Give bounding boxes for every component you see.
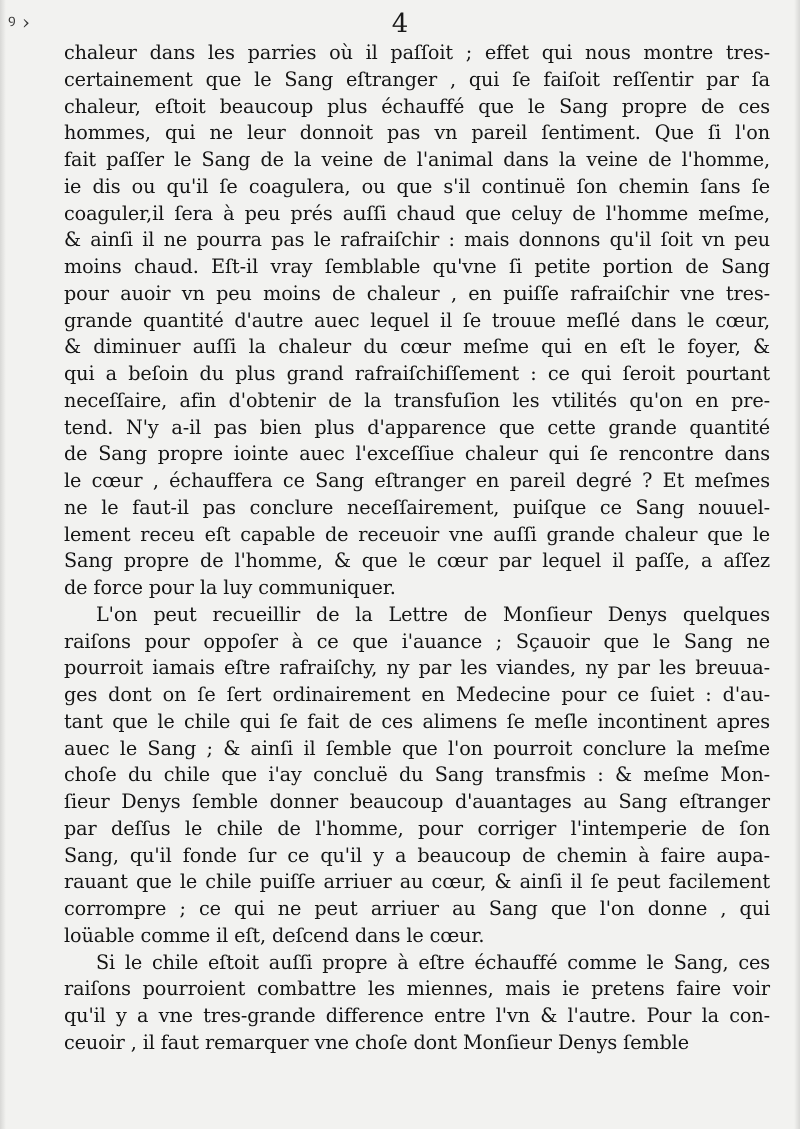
- text-line: certainement que le Sang eſtranger , qui ſe faiſoit reſſentir par ſa: [64, 67, 770, 91]
- paragraph-1: [64, 40, 770, 602]
- text-line: grande quantité d'autre auec lequel il ſe trouue meſlé dans le cœur,: [64, 308, 770, 332]
- text-line: rauant que le chile puiſſe arriuer au cœur, & ainſi il ſe peut facilement: [64, 870, 770, 894]
- text-line: & ainſi il ne pourra pas le rafraiſchir : mais donnons qu'il ſoit vn peu: [64, 228, 770, 252]
- text-line: Sang, qu'il fonde ſur ce qu'il y a beaucoup de chemin à faire aupa-: [64, 843, 770, 867]
- text-line: L'on peut recueillir de la Lettre de Monſieur Denys quelques: [96, 602, 770, 626]
- text-line: ceuoir , il faut remarquer vne choſe dont Monſieur Denys ſemble: [64, 1030, 689, 1054]
- text-line: loüable comme il eſt, deſcend dans le cœur.: [64, 923, 485, 947]
- body-text: [64, 40, 770, 1057]
- text-line: qu'il y a vne tres-grande difference entre l'vn & l'autre. Pour la con-: [64, 1004, 770, 1027]
- text-line: ſieur Denys ſemble donner beaucoup d'auantages au Sang eſtranger: [64, 790, 770, 813]
- text-line: pourroit iamais eſtre rafraiſchy, ny par les viandes, ny par les breuua-: [64, 656, 770, 680]
- margin-mark: ꝰ ›: [8, 10, 30, 34]
- paragraph-3: [64, 950, 770, 1057]
- page-edge-right: [794, 0, 800, 1129]
- text-line: hommes, qui ne leur donnoit pas vn pareil ſentiment. Que ſi l'on: [64, 121, 770, 145]
- text-line: chaleur dans les parries où il paſſoit ; effet qui nous montre tres-: [64, 41, 770, 64]
- text-line: tant que le chile qui ſe fait de ces alimens ſe meſle incontinent apres: [64, 709, 770, 733]
- text-line: qui a beſoin du plus grand rafraiſchiſſement : ce qui ſeroit pourtant: [64, 362, 770, 385]
- text-line: tend. N'y a-il pas bien plus d'apparence que cette grande quantité: [64, 415, 770, 439]
- text-line: neceſſaire, afin d'obtenir de la transfuſion les vtilités qu'on en pre-: [64, 388, 770, 412]
- text-line: le cœur , échauffera ce Sang eſtranger en pareil degré ? Et meſmes: [64, 469, 770, 492]
- text-line: raiſons pourroient combattre les miennes, mais ie pretens faire voir: [64, 977, 770, 1001]
- text-line: & diminuer auſſi la chaleur du cœur meſme qui en eſt le foyer, &: [64, 335, 770, 359]
- page-number: 4: [391, 9, 409, 39]
- text-line: coaguler,il ſera à peu prés auſſi chaud que celuy de l'homme meſme,: [64, 201, 770, 225]
- text-line: de force pour la luy communiquer.: [64, 576, 396, 599]
- text-line: Si le chile eſtoit auſſi propre à eſtre échauffé comme le Sang, ces: [96, 950, 770, 974]
- text-line: lement receu eſt capable de receuoir vne auſſi grande chaleur que le: [64, 522, 770, 546]
- text-line: ie dis ou qu'il ſe coagulera, ou que s'il continuë ſon chemin ſans ſe: [64, 174, 770, 198]
- text-line: corrompre ; ce qui ne peut arriuer au Sang que l'on donne , qui: [64, 897, 770, 920]
- text-line: raiſons pour oppoſer à ce que i'auance ; Sçauoir que le Sang ne: [64, 629, 770, 653]
- page-edge-left: [0, 0, 6, 1129]
- paragraph-2: [64, 602, 770, 950]
- text-line: ne le faut-il pas conclure neceſſairement, puiſque ce Sang nouuel-: [64, 495, 770, 519]
- text-line: choſe du chile que i'ay concluë du Sang transfmis : & meſme Mon-: [64, 763, 770, 787]
- text-line: chaleur, eſtoit beaucoup plus échauffé que le Sang propre de ces: [64, 94, 770, 118]
- text-line: de Sang propre iointe auec l'exceſſiue chaleur qui ſe rencontre dans: [64, 442, 770, 466]
- text-line: Sang propre de l'homme, & que le cœur par lequel il paſſe, a aſſez: [64, 549, 770, 573]
- text-line: par deſſus le chile de l'homme, pour corriger l'intemperie de ſon: [64, 816, 770, 840]
- text-line: auec le Sang ; & ainſi il ſemble que l'on pourroit conclure la meſme: [64, 736, 770, 760]
- text-line: ges dont on ſe ſert ordinairement en Medecine pour ce ſuiet : d'au-: [64, 683, 770, 706]
- text-line: moins chaud. Eſt-il vray ſemblable qu'vne ſi petite portion de Sang: [64, 255, 770, 278]
- text-line: pour auoir vn peu moins de chaleur , en puiſſe rafraiſchir vne tres-: [64, 281, 770, 305]
- text-line: fait paſſer le Sang de la veine de l'animal dans la veine de l'homme,: [64, 148, 770, 171]
